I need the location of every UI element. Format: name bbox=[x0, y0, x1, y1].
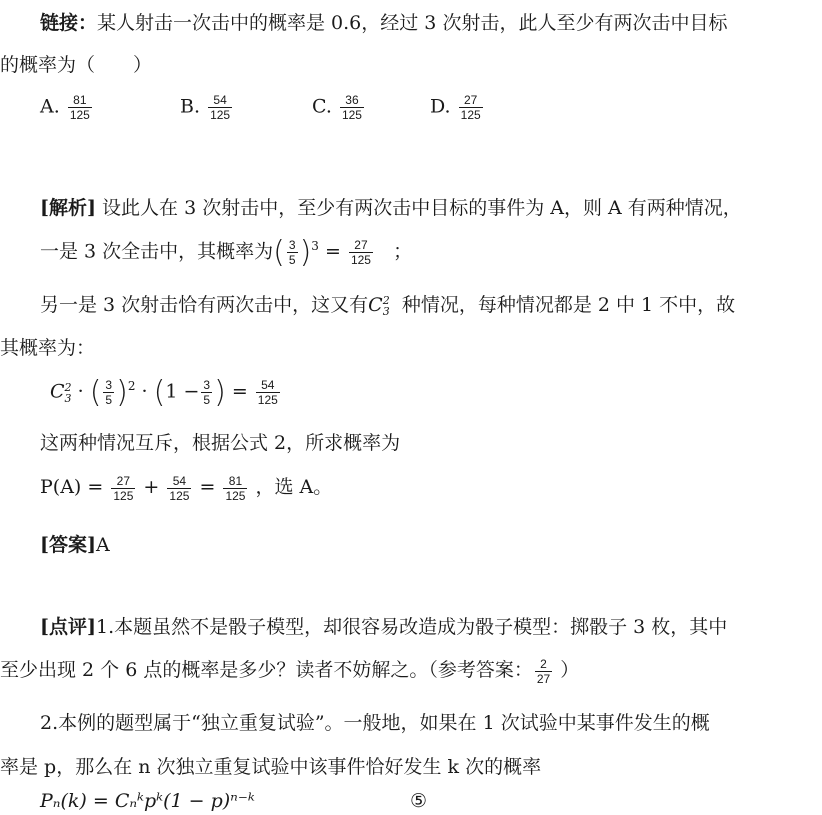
comment-line-1: [点评]1.本题虽然不是骰子模型，却很容易改造成为骰子模型：掷骰子 3 枚，其中 bbox=[40, 616, 728, 638]
fraction: $\frac{3}{5}$ bbox=[288, 238, 296, 267]
option-a: A. $\frac{81}{125}$ bbox=[40, 93, 90, 122]
analysis-line-2: 一是 3 次全击中，其概率为( $\frac{3}{5}$ )$^3$ = $\frac{27}{125}$ ； bbox=[40, 235, 413, 270]
comment-label: [点评] bbox=[40, 616, 96, 638]
answer-line bbox=[40, 530, 110, 557]
question-text-1: 某人射击一次击中的概率是 0.6，经过 3 次射击，此人至少有两次击中目标 bbox=[97, 12, 728, 34]
analysis-line-3: 另一是 3 次射击恰有两次击中，这又有C 2 3 种情况，每种情况都是 2 中 1 不中，故 bbox=[40, 294, 736, 318]
comment-line-3: 2.本例的题型属于“独立重复试验”。一般地，如果在 1 次试验中某事件发生的概 bbox=[40, 712, 710, 734]
question-line-1 bbox=[40, 8, 727, 35]
binomial-formula: Pₙ(k) = Cₙᵏpᵏ(1 − p)ⁿ⁻ᵏ bbox=[40, 790, 255, 812]
analysis-label: [解析] bbox=[40, 197, 96, 219]
question-text-2: 的概率为（ ） bbox=[0, 54, 153, 76]
option-b: B. $\frac{54}{125}$ bbox=[180, 93, 231, 122]
analysis-formula: C 2 3 · ( $\frac{3}{5}$ )$^2$ · (1 − $\frac{3}{5}$ ) = $\frac{54}{125}$ bbox=[50, 375, 278, 410]
probability-formula: P(A) = $\frac{27}{125}$ + $\frac{54}{125}$ = $\frac{81}{125}$ ，选 A。 bbox=[40, 473, 333, 503]
answer-label: [答案] bbox=[40, 534, 96, 556]
fraction: $\frac{27}{125}$ bbox=[350, 238, 371, 267]
option-c: C. $\frac{36}{125}$ bbox=[312, 93, 362, 122]
question-label: 链接： bbox=[40, 12, 98, 34]
comment-line-2: 至少出现 2 个 6 点的概率是多少？读者不妨解之。（参考答案： $\frac{2}{27}$ ） bbox=[0, 656, 580, 686]
answer-value: A bbox=[95, 534, 110, 556]
analysis-line-5: 这两种情况互斥，根据公式 2，所求概率为 bbox=[40, 432, 401, 454]
option-d: D. $\frac{27}{125}$ bbox=[430, 93, 481, 122]
analysis-line-4: 其概率为： bbox=[0, 337, 96, 359]
comment-line-4: 率是 p，那么在 n 次独立重复试验中该事件恰好发生 k 次的概率 bbox=[0, 756, 542, 778]
analysis-line-1: [解析] 设此人在 3 次射击中，至少有两次击中目标的事件为 A，则 A 有两种情况， bbox=[40, 197, 742, 219]
formula-marker: ⑤ bbox=[410, 790, 428, 812]
